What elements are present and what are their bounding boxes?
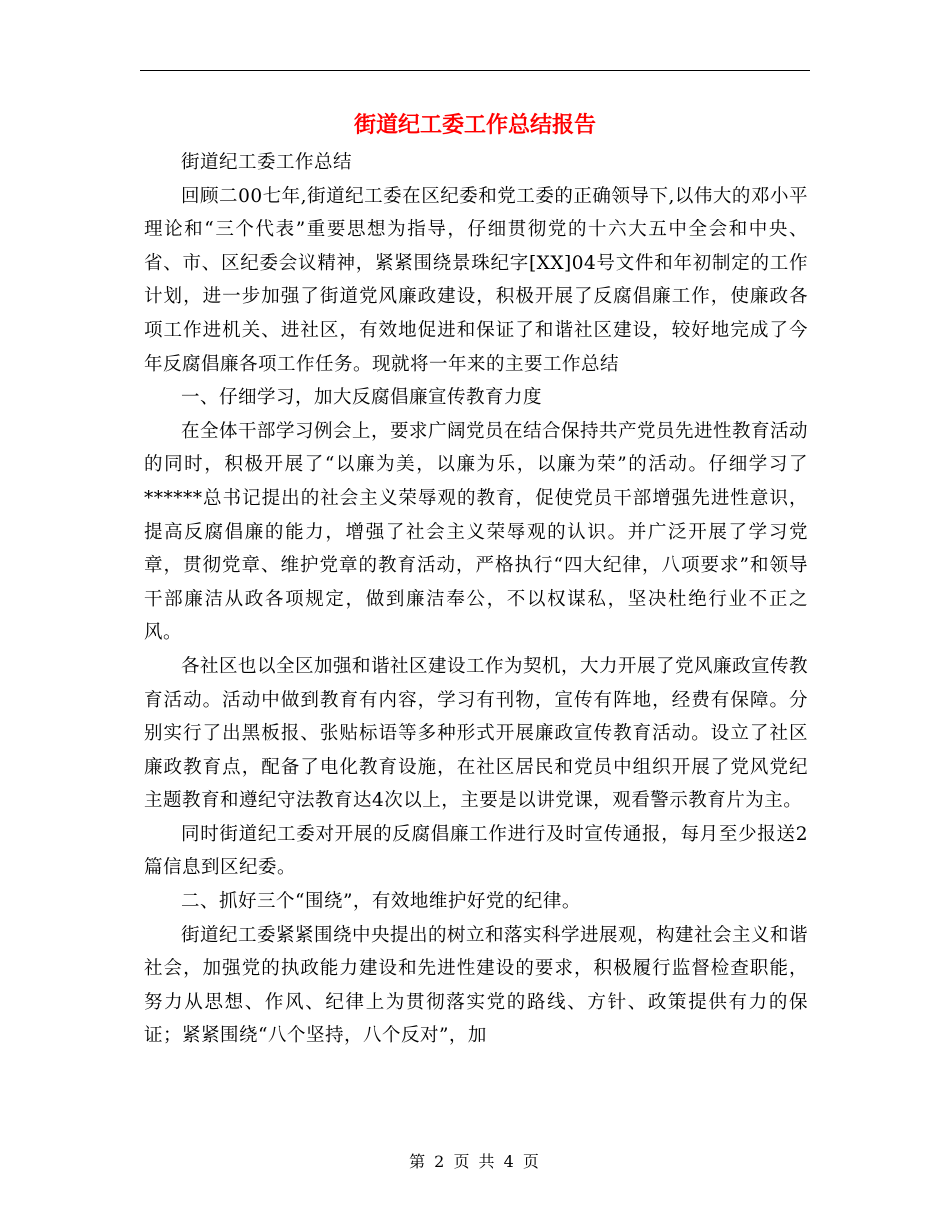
page-footer: 第 2 页 共 4 页 xyxy=(409,1152,541,1171)
body-paragraph: 在全体干部学习例会上，要求广阔党员在结合保持共产党员先进性教育活动的同时，积极开展了“以廉为美，以廉为乐，以廉为荣”的活动。仔细学习了******总书记提出的社会主义荣辱观的教育，促使党员干部增强先进性意识，提高反腐倡廉的能力，增强了社会主义荣辱观的认识。并广泛开展了学习党章，贯彻党章、维护党章的教育活动，严格执行“四大纪律，八项要求”和领导干部廉洁从政各项规定，做到廉洁奉公，不以权谋私，坚决杜绝行业不正之风。 xyxy=(144,420,809,644)
body-paragraph: 同时街道纪工委对开展的反腐倡廉工作进行及时宣传通报，每月至少报送2篇信息到区纪委。 xyxy=(144,823,808,879)
header-rule xyxy=(140,70,810,71)
subtitle-paragraph: 街道纪工委工作总结 xyxy=(181,152,353,173)
body-paragraph: 各社区也以全区加强和谐社区建设工作为契机，大力开展了党风廉政宣传教育活动。活动中做到教育有内容，学习有刊物，宣传有阵地，经费有保障。分别实行了出黑板报、张贴标语等多种形式开展廉政宣传教育活动。设立了社区廉政教育点，配备了电化教育设施，在社区居民和党员中组织开展了党风党纪主题教育和遵纪守法教育达4次以上，主要是以讲党课，观看警示教育片为主。 xyxy=(144,655,809,812)
body-paragraph: 街道纪工委紧紧围绕中央提出的树立和落实科学进展观，构建社会主义和谐社会，加强党的执政能力建设和先进性建设的要求，积极履行监督检查职能，努力从思想、作风、纪律上为贯彻落实党的路线、方针、政策提供有力的保证；紧紧围绕“八个坚持，八个反对”，加 xyxy=(144,924,809,1047)
document-body xyxy=(144,146,808,1053)
body-paragraph: 回顾二00七年,街道纪工委在区纪委和党工委的正确领导下,以伟大的邓小平理论和“三个代表”重要思想为指导，仔细贯彻党的十六大五中全会和中央、省、市、区纪委会议精神，紧紧围绕景珠纪字[XX]04号文件和年初制定的工作计划，进一步加强了街道党风廉政建设，积极开展了反腐倡廉工作，使廉政各项工作进机关、进社区，有效地促进和保证了和谐社区建设，较好地完成了今年反腐倡廉各项工作任务。现就将一年来的主要工作总结 xyxy=(144,185,808,375)
section-heading-2: 二、抓好三个“围绕”，有效地维护好党的纪律。 xyxy=(181,891,581,913)
section-heading-1: 一、仔细学习，加大反腐倡廉宣传教育力度 xyxy=(181,387,543,409)
document-title: 街道纪工委工作总结报告 xyxy=(353,113,596,138)
